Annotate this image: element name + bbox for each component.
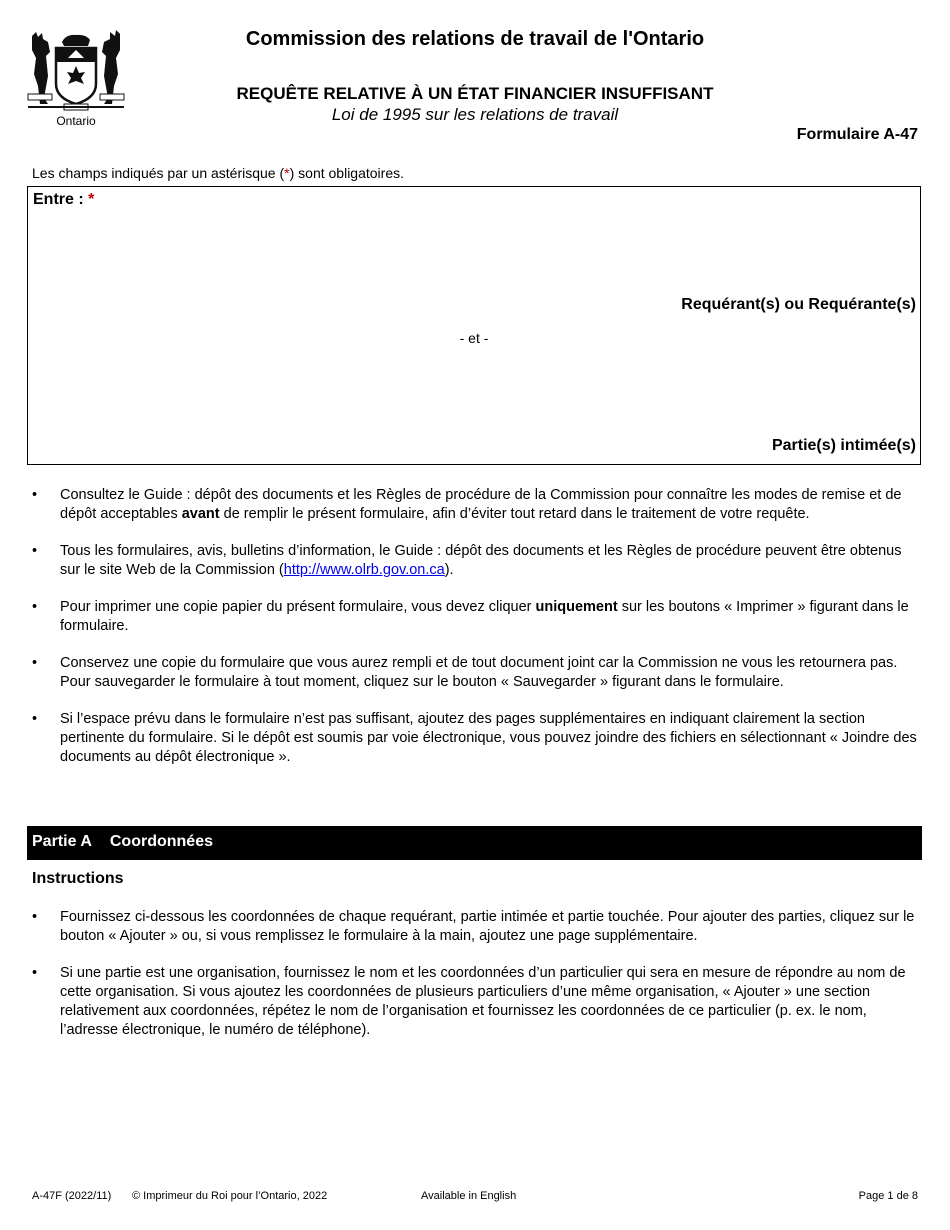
bullet-1-pre: Consultez le Guide : dépôt des documents et les Règles de procédure de la Commission pour connaître les modes de remise et de dépôt acceptables xyxy=(60,487,902,522)
list-item: • Si l’espace prévu dans le formulaire n’est pas suffisant, ajoutez des pages supplémentaires en indiquant clairement la section pertinente du formulaire. Si le dépôt est soumis par voie électronique, vous pouvez joindre des fichiers en sélectionnant « Joindre des documents au dépôt électronique ». xyxy=(32,710,920,767)
olrb-website-link[interactable]: http://www.olrb.gov.on.ca xyxy=(283,562,445,578)
required-note-after: ) sont obligatoires. xyxy=(289,165,405,181)
required-fields-note xyxy=(32,165,404,181)
list-item xyxy=(32,542,920,580)
required-star: * xyxy=(284,165,290,181)
footer-language: Available in English xyxy=(421,1190,517,1202)
bullet-1-bold: avant xyxy=(181,506,220,522)
form-subtitle: REQUÊTE RELATIVE À UN ÉTAT FINANCIER INSUFFISANT xyxy=(236,84,714,103)
footer-copyright: © Imprimeur du Roi pour l’Ontario, 2022 xyxy=(132,1190,328,1202)
footer-page-number: Page 1 de 8 xyxy=(858,1190,918,1202)
and-separator: - et - xyxy=(459,330,489,346)
form-number: Formulaire A-47 xyxy=(796,126,918,143)
list-item: • Fournissez ci-dessous les coordonnées de chaque requérant, partie intimée et partie touchée. Pour ajouter des parties, cliquez sur le bouton « Ajouter » ou, si vous remplissez le formulaire à la main, ajoutez une page supplémentaire. xyxy=(32,908,920,946)
between-text: Entre : xyxy=(33,191,84,208)
bullet-3-bold: uniquement xyxy=(535,599,618,615)
list-item: • Si une partie est une organisation, fournissez le nom et les coordonnées d’un particulier qui sera en mesure de répondre au nom de cette organisation. Si vous ajoutez les coordonnées de plusieurs particuliers d’une même organisation, « Ajouter » une section relativement aux coordonnées, répétez le nom de l’organisation et fournissez les coordonnées de ce particulier (p. ex. le nom, l’adresse électronique, le numéro de téléphone). xyxy=(32,964,920,1040)
bullet-3-pre: Pour imprimer une copie papier du présent formulaire, vous devez cliquer xyxy=(60,599,536,615)
act-name: Loi de 1995 sur les relations de travail xyxy=(331,105,619,124)
bullet-2-pre: Tous les formulaires, avis, bulletins d’information, le Guide : dépôt des documents et les Règles de procédure peuvent être obtenus sur le site Web de la Commission ( xyxy=(60,543,902,578)
section-a-title: Coordonnées xyxy=(109,833,213,850)
respondent-label: Partie(s) intimée(s) xyxy=(771,437,916,454)
list-item xyxy=(32,598,920,636)
bullet-1-post: de remplir le présent formulaire, afin d’éviter tout retard dans le traitement de votre requête. xyxy=(219,506,810,522)
list-item: • Conservez une copie du formulaire que vous aurez rempli et de tout document joint car la Commission ne vous les retournera pas. Pour sauvegarder le formulaire à tout moment, cliquez sur le bouton « Sauvegarder » figurant dans le formulaire. xyxy=(32,654,920,692)
logo-caption: Ontario xyxy=(56,114,96,128)
section-a-label: Partie A xyxy=(32,833,92,850)
bullet-2-post: ). xyxy=(444,562,454,578)
bullet-3-post: sur les boutons « Imprimer » figurant dans le formulaire. xyxy=(60,599,909,634)
between-label xyxy=(33,191,94,209)
footer-form-code: A-47F (2022/11) xyxy=(32,1190,112,1202)
page-title: Commission des relations de travail de l'Ontario xyxy=(245,28,705,50)
section-a-instructions xyxy=(32,908,920,1058)
between-required-star: * xyxy=(88,191,95,208)
section-a-header xyxy=(27,826,922,860)
instructions-heading: Instructions xyxy=(32,870,124,887)
parties-box[interactable] xyxy=(27,186,921,465)
required-note-before: Les champs indiqués par un astérisque ( xyxy=(32,165,285,181)
intro-instructions xyxy=(32,486,920,785)
list-item xyxy=(32,486,920,524)
applicant-label: Requérant(s) ou Requérante(s) xyxy=(681,296,916,313)
